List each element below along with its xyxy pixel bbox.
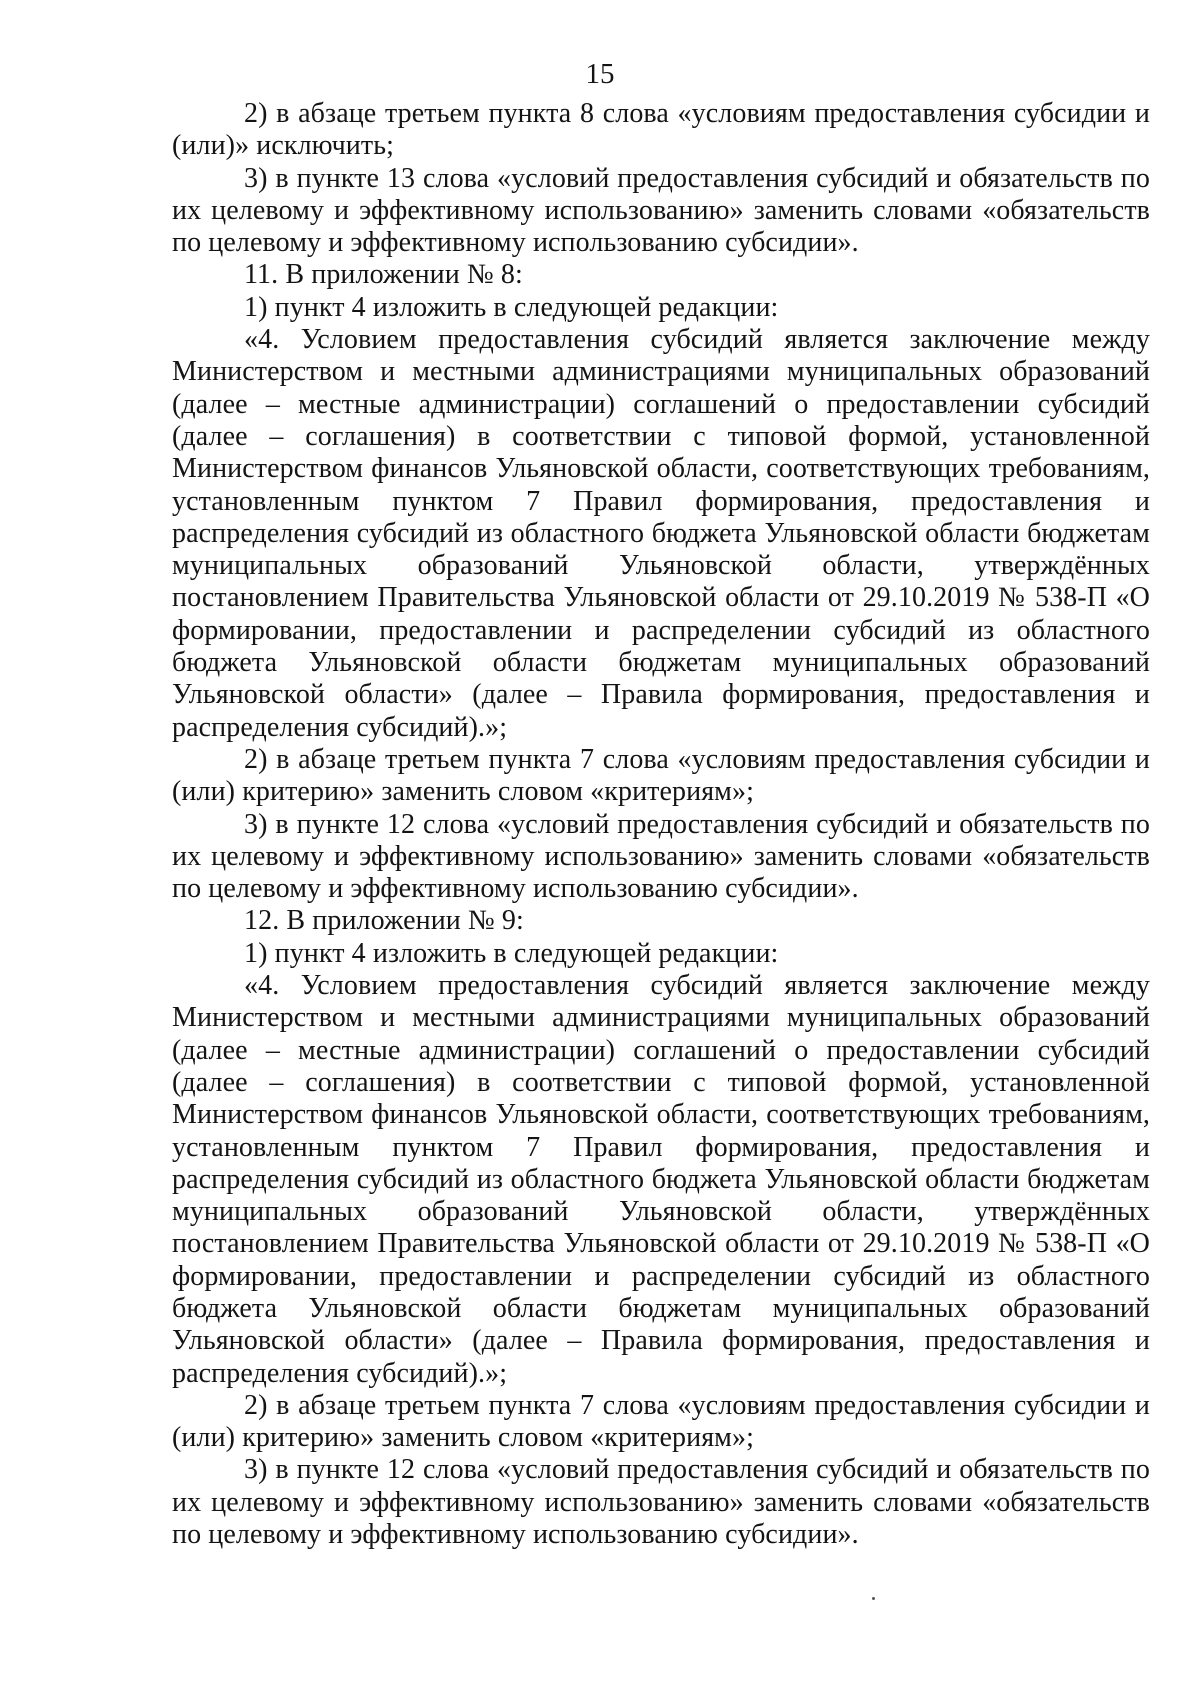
paragraph: 3) в пункте 13 слова «условий предоставления субсидий и обязательств по их целевому и эффективному использованию» заменить словами «обязательств по целевому и эффективному использованию субсидии». <box>172 162 1150 259</box>
paragraph: 2) в абзаце третьем пункта 7 слова «условиям предоставления субсидии и (или) критерию» заменить словом «критериям»; <box>172 1389 1150 1454</box>
section-heading: 11. В приложении № 8: <box>244 259 523 291</box>
quoted-paragraph: «4. Условием предоставления субсидий является заключение между Министерством и местными администрациями муниципальных образований (далее – местные администрации) соглашений о предоставлении субсидий (далее – соглашения) в соответствии с типовой формой, установленной Министерством финансов Ульяновской области, соответствующих требованиям, установленным пунктом 7 Правил формирования, предоставления и распределения субсидий из областного бюджета Ульяновской области бюджетам муниципальных образований Ульяновской области, утверждённых постановлением Правительства Ульяновской области от 29.10.2019 № 538-П «О формировании, предоставлении и распределении субсидий из областного бюджета Ульяновской области бюджетам муниципальных образований Ульяновской области» (далее – Правила формирования, предоставления и распределения субсидий).»; <box>172 970 1150 1389</box>
section-heading: 12. В приложении № 9: <box>244 905 524 937</box>
paragraph: 1) пункт 4 изложить в следующей редакции: <box>244 937 779 969</box>
quoted-paragraph: «4. Условием предоставления субсидий является заключение между Министерством и местными администрациями муниципальных образований (далее – местные администрации) соглашений о предоставлении субсидий (далее – соглашения) в соответствии с типовой формой, установленной Министерством финансов Ульяновской области, соответствующих требованиям, установленным пунктом 7 Правил формирования, предоставления и распределения субсидий из областного бюджета Ульяновской области бюджетам муниципальных образований Ульяновской области, утверждённых постановлением Правительства Ульяновской области от 29.10.2019 № 538-П «О формировании, предоставлении и распределении субсидий из областного бюджета Ульяновской области бюджетам муниципальных образований Ульяновской области» (далее – Правила формирования, предоставления и распределения субсидий).»; <box>172 324 1150 743</box>
paragraph: 2) в абзаце третьем пункта 7 слова «условиям предоставления субсидии и (или) критерию» заменить словом «критериям»; <box>172 743 1150 808</box>
page-number: 15 <box>585 58 615 90</box>
scan-speck <box>872 1597 875 1600</box>
document-body <box>172 98 1150 1551</box>
paragraph: 3) в пункте 12 слова «условий предоставления субсидий и обязательств по их целевому и эффективному использованию» заменить словами «обязательств по целевому и эффективному использованию субсидии». <box>172 1454 1150 1551</box>
paragraph: 3) в пункте 12 слова «условий предоставления субсидий и обязательств по их целевому и эффективному использованию» заменить словами «обязательств по целевому и эффективному использованию субсидии». <box>172 808 1150 905</box>
paragraph: 2) в абзаце третьем пункта 8 слова «условиям предоставления субсидии и (или)» исключить; <box>172 98 1150 162</box>
paragraph: 1) пункт 4 изложить в следующей редакции: <box>244 291 779 323</box>
